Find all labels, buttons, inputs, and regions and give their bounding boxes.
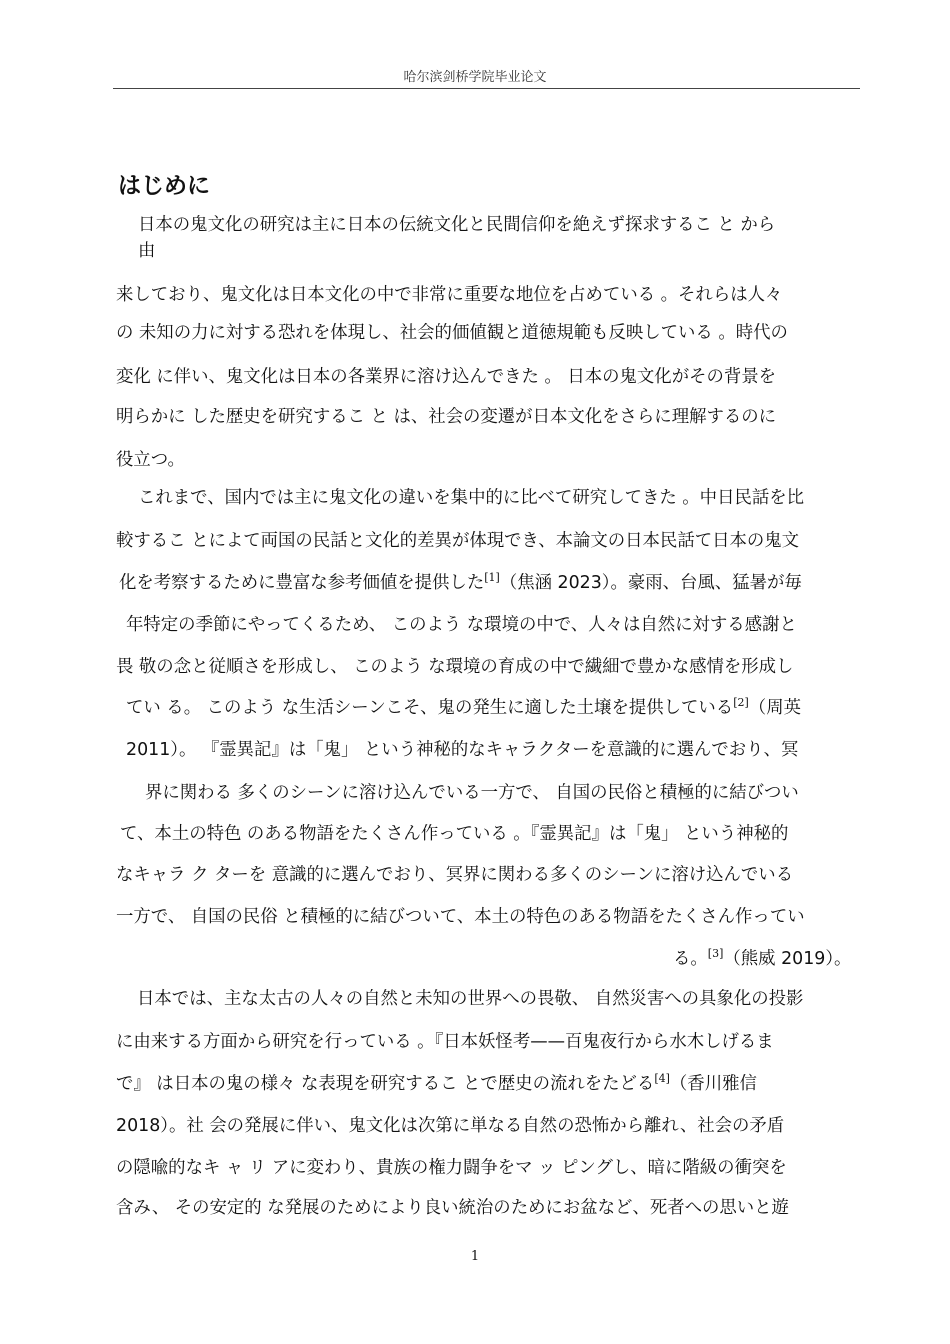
paragraph-3-line-1: [137, 988, 803, 1010]
paragraph-3-line-6: 含み、 その安定的 な発展のためにより良い統治のためにお盆など、死者への思いと遊: [116, 1198, 789, 1218]
citation-1: [1]: [484, 571, 500, 585]
paragraph-1-line-6: 役立つ。: [116, 450, 185, 470]
paragraph-2-line-3-text-a: 化を考察するために豊富な参考価値を提供した: [119, 573, 485, 593]
paragraph-2-line-7: 2011）。 『霊異記』は「鬼」 という神秘的なキャラクターを意識的に選んでおり、冥: [126, 740, 799, 760]
paragraph-3-line-4: 2018）。社 会の発展に伴い、鬼文化は次第に単なる自然の恐怖から離れ、社会の矛盾: [116, 1116, 785, 1136]
paragraph-2-line-6-text-c: の発生に適した土壌を提供している: [454, 698, 734, 718]
page-number: 1: [470, 1249, 480, 1264]
paragraph-2-line-6-text-a: てい る。 このよう な生活シーンこそ、: [126, 698, 438, 718]
paragraph-2-line-12-text-b: （熊威 2019）。: [723, 949, 852, 969]
citation-4: [4]: [654, 1072, 670, 1086]
section-title: はじめに: [118, 173, 210, 199]
paragraph-3-line-3-text-b: （香川雅信: [669, 1074, 757, 1094]
paragraph-2-line-4: 年特定の季節にやってくるため、 このよう な環境の中で、人々は自然に対する感謝と: [126, 615, 797, 635]
header-divider: [113, 88, 860, 89]
paragraph-1-line-5: 明らかに した歴史を研究するこ と は、社会の変遷が日本文化をさらに理解するのに: [116, 407, 777, 427]
paragraph-2-line-1: これまで、国内では主に鬼文化の違いを集中的に比べて研究してきた 。中日民話を比: [138, 488, 805, 508]
paragraph-3-line-5: の隠喩的なキ ャ リ アに変わり、貴族の権力闘争をマ ッ ピングし、暗に階級の衝突を: [116, 1158, 787, 1178]
paragraph-3-line-3-text-a: で』 は日本の鬼の様々 な表現を研究するこ とで歴史の流れをたどる: [116, 1074, 655, 1094]
paragraph-2-line-10: なキャラ ク ターを 意識的に選んでおり、冥界に関わる多くのシーンに溶け込んでいる: [116, 865, 794, 885]
paragraph-2-line-6-text-b: 鬼: [437, 698, 455, 718]
paragraph-3-line-2: に由来する方面から研究を行っている 。『日本妖怪考——百鬼夜行から水木しげるま: [116, 1032, 774, 1052]
paragraph-2-line-12-text-a: る。: [673, 949, 708, 969]
citation-3: [3]: [707, 947, 724, 961]
paragraph-1-line-3: の 未知の力に対する恐れを体現し、社会的価値観と道徳規範も反映している 。時代の: [116, 323, 788, 343]
paragraph-2-line-6-text-d: （周英: [748, 698, 801, 718]
paragraph-1-line-2: 来しており、鬼文化は日本文化の中で非常に重要な地位を占めている 。それらは人々: [116, 285, 783, 305]
paragraph-2-line-5: 畏 敬の念と従順さを形成し、 このよう な環境の育成の中で繊細で豊かな感情を形成し: [116, 657, 794, 677]
paragraph-3-line-1-text-b: では、主な太古の人々の自然と未知の世界への畏敬、 自然災害への具象化の投影: [171, 989, 804, 1009]
paragraph-3-line-3: [116, 1073, 757, 1095]
paragraph-2-line-8: 界に関わる 多くのシーンに溶け込んでいる一方で、 自国の民俗と積極的に結びつい: [145, 783, 799, 803]
paragraph-2-line-2: 較するこ とによて両国の民話と文化的差異が体現でき、本論文の日本民話て日本の鬼文: [116, 531, 800, 551]
paragraph-2-line-3: [119, 572, 802, 594]
paragraph-1-line-1: 日本の鬼文化の研究は主に日本の伝統文化と民間信仰を絶えず探求するこ と から: [138, 215, 776, 235]
citation-2: [2]: [733, 696, 749, 710]
paragraph-2-line-3-text-b: （焦涵 2023）。豪雨、台風、猛暑が毎: [499, 573, 802, 593]
paragraph-2-line-6: [126, 697, 801, 719]
paragraph-2-line-12: [673, 948, 851, 970]
page-header: 哈尔滨剑桥学院毕业论文: [403, 70, 547, 85]
paragraph-1-line-4: 変化 に伴い、鬼文化は日本の各業界に溶け込んできた 。 日本の鬼文化がその背景を: [116, 367, 777, 387]
paragraph-2-line-11: 一方で、 自国の民俗 と積極的に結びついて、本土の特色のある物語をたくさん作ってい: [116, 907, 805, 927]
paragraph-3-line-1-text-a: 日本: [137, 989, 172, 1009]
paragraph-2-line-9: て、本土の特色 のある物語をたくさん作っている 。『霊異記』は「鬼」 という神秘的: [120, 824, 789, 844]
paragraph-1-line-1b: 由: [138, 241, 156, 261]
